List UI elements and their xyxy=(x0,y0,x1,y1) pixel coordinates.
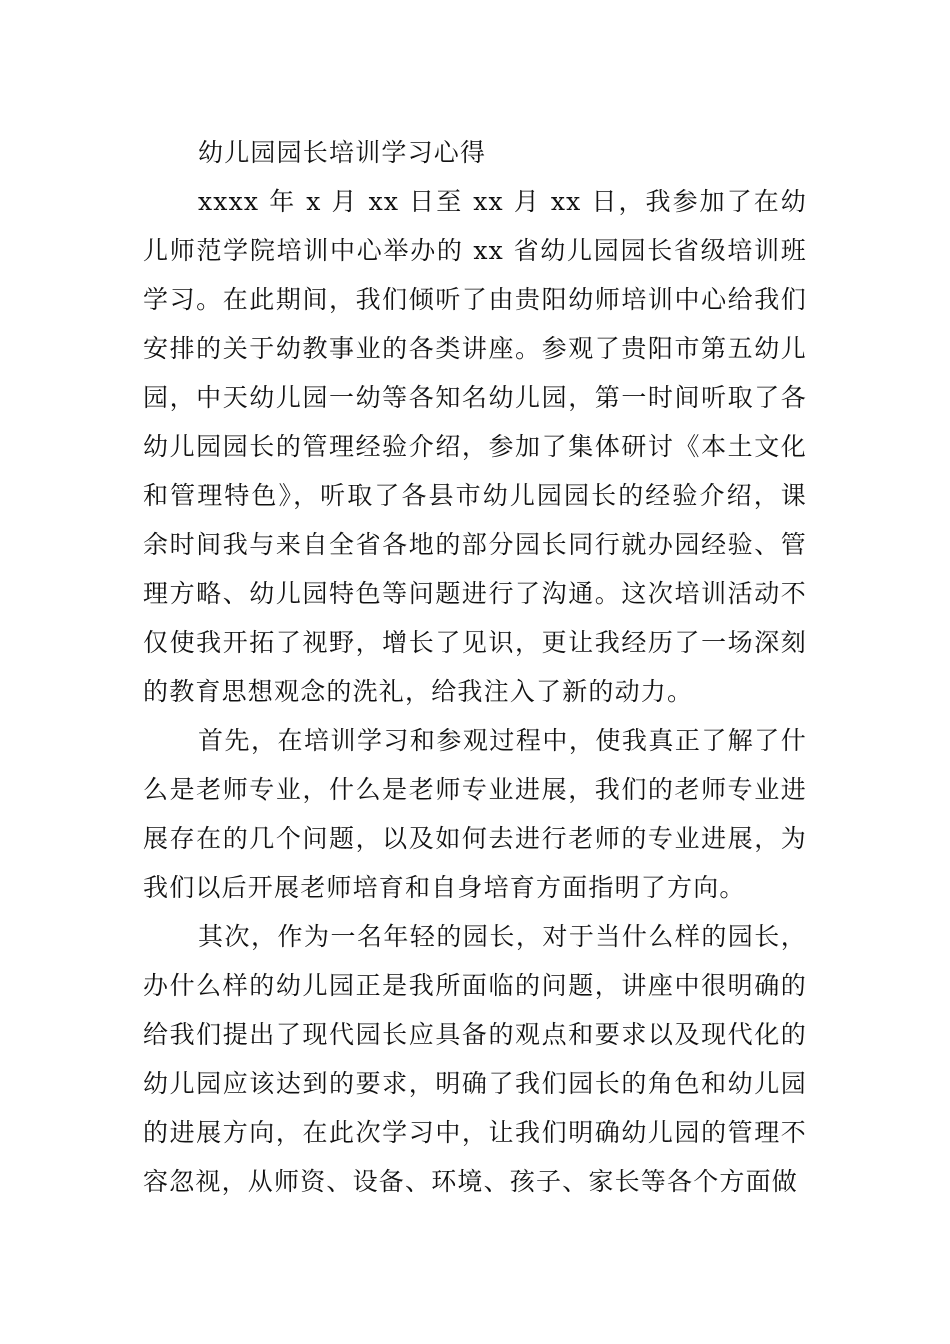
paragraph-2: 首先，在培训学习和参观过程中，使我真正了解了什么是老师专业，什么是老师专业进展，我们的老师专业进展存在的几个问题，以及如何去进行老师的专业进展，为我们以后开展老师培育和自身培育方面指明了方向。 xyxy=(143,726,807,902)
paragraph-3: 其次，作为一名年轻的园长，对于当什么样的园长，办什么样的幼儿园正是我所面临的问题，讲座中很明确的给我们提出了现代园长应具备的观点和要求以及现代化的幼儿园应该达到的要求，明确了我们园长的角色和幼儿园的进展方向，在此次学习中，让我们明确幼儿园的管理不容忽视，从师资、设备、环境、孩子、家长等各个方面做 xyxy=(143,922,807,1196)
paragraph-1: xxxx 年 x 月 xx 日至 xx 月 xx 日，我参加了在幼儿师范学院培训中心举办的 xx 省幼儿园园长省级培训班学习。在此期间，我们倾听了由贵阳幼师培训中心给我们安排的关于幼教事业的各类讲座。参观了贵阳市第五幼儿园，中天幼儿园一幼等各知名幼儿园，第一时间听取了各幼儿园园长的管理经验介绍，参加了集体研讨《本土文化和管理特色》，听取了各县市幼儿园园长的经验介绍，课余时间我与来自全省各地的部分园长同行就办园经验、管理方略、幼儿园特色等问题进行了沟通。这次培训活动不仅使我开拓了视野，增长了见识，更让我经历了一场深刻的教育思想观念的洗礼，给我注入了新的动力。 xyxy=(143,187,807,706)
document-body xyxy=(143,128,807,1206)
document-title: 幼儿园园长培训学习心得 xyxy=(198,138,487,167)
